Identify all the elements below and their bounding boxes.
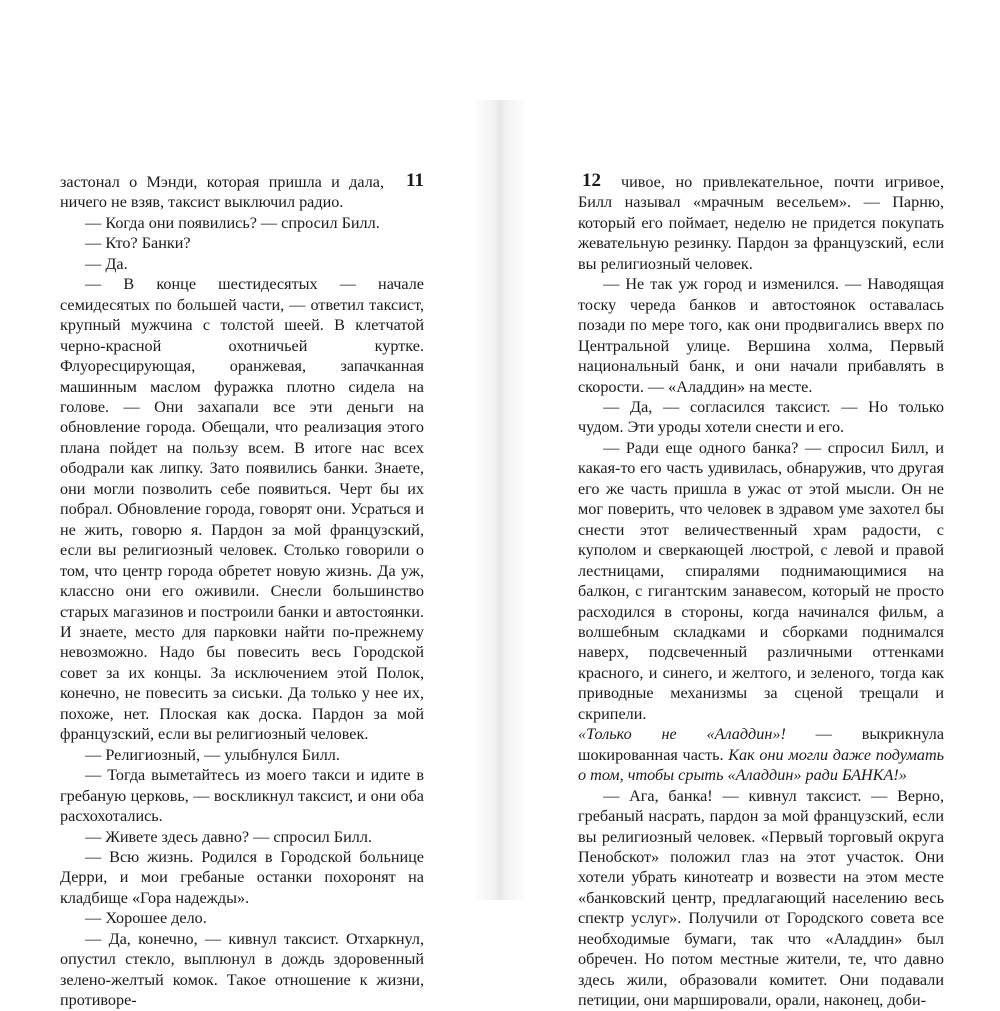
left-paragraph-3: — Кто? Банки? xyxy=(85,234,191,253)
right-paragraph-3: — Да, — согласился таксист. — Но только чудом. Эти уроды хотели снести и его. xyxy=(578,397,944,437)
right-paragraph-4: — Ради еще одного банка? — спросил Билл, и какая-то его часть удивилась, обнаружив, что другая его же часть пришла в ужас от этой мысли. Он не мог поверить, что человек в здравом уме захотел бы снести этот величественный храм радости, с куполом и сверкающей люстрой, с левой и правой лестницами, спиралями поднимающимися на балкон, с гигантским занавесом, который не просто расходился в стороны, когда начинался фильм, а волшебным складками и сборками поднимался наверх, подсвеченный различными оттенками красного, и синего, и желтого, и зеленого, тогда как приводные механизмы за сценой трещали и скрипели. xyxy=(578,438,944,723)
left-page xyxy=(60,172,424,1011)
left-paragraph-4: — Да. xyxy=(85,254,128,273)
left-paragraph-2: — Когда они появились? — спросил Билл. xyxy=(85,213,380,232)
italic-thought: Как они могли даже подумать о том, чтобы срыть «Аладдин» ради БАНКА!» xyxy=(578,745,944,785)
left-paragraph-8: — Живете здесь давно? — спросил Билл. xyxy=(85,827,372,846)
left-paragraph-1: 11 застонал о Мэнди, которая пришла и дала, ничего не взяв, таксист выключил радио. xyxy=(60,170,424,212)
page-number-right: 12 xyxy=(582,170,601,191)
left-paragraph-7: — Тогда выметайтесь из моего такси и идите в гребаную церковь, — воскликнул таксист, и они оба расхохотались. xyxy=(60,766,424,826)
right-paragraph-2: — Не так уж город и изменился. — Наводящая тоску череда банков и автостоянок оставалась позади по мере того, как они продвигались вверх по Центральной улице. Вершина холма, Первый национальный банк, и они начали прибавлять в скорости. — «Аладдин» на месте. xyxy=(578,275,944,396)
right-paragraph-6: — Ага, банка! — кивнул таксист. — Верно, гребаный насрать, пардон за мой французский, если вы религиозный человек. «Первый торговый округа Пенобскот» положил глаз на этот участок. Они хотели убрать кинотеатр и возвести на этом месте «банковский центр, предлагающий населению весь спектр услуг». Получили от Городского совета все необходимые бумаги, так что «Аладдин» был обречен. Но потом местные жители, те, что давно здесь жили, образовали комитет. Они подавали петиции, они маршировали, орали, наконец, доби- xyxy=(578,786,944,1010)
left-paragraph-9: — Всю жизнь. Родился в Городской больнице Дерри, и мои гребаные останки похоронят на кладбище «Гора надежды». xyxy=(60,847,424,907)
book-gutter xyxy=(472,100,528,900)
page-number-left: 11 xyxy=(406,170,424,191)
right-paragraph-italic: «Только не «Аладдин»! — выкрикнула шокированная часть. Как они могли даже подумать о том, чтобы срыть «Аладдин» ради БАНКА!» xyxy=(578,725,944,785)
italic-exclamation: «Только не «Аладдин»! xyxy=(578,725,786,744)
left-paragraph-10: — Хорошее дело. xyxy=(85,909,207,928)
right-page xyxy=(578,172,944,1011)
left-paragraph-11: — Да, конечно, — кивнул таксист. Отхаркнул, опустил стекло, выплюнул в дождь здоровенный зелено-желтый комок. Такое отношение к жизни, противоре- xyxy=(60,929,424,1010)
right-paragraph-1: 12 чивое, но привлекательное, почти игривое, Билл называл «мрачным весельем». — Парню, который его поймает, неделю не придется покупать жевательную резинку. Пардон за французский, если вы религиозный человек. xyxy=(578,170,944,273)
left-paragraph-6: — Религиозный, — улыбнулся Билл. xyxy=(85,745,340,764)
left-paragraph-5: — В конце шестидесятых — начале семидесятых по большей части, — ответил таксист, крупный мужчина с толстой шеей. В клетчатой черно-красной охотничьей куртке. Флуоресцирующая, оранжевая, запачканная машинным маслом фуражка плотно сидела на голове. — Они захапали все эти деньги на обновление города. Обещали, что реализация этого плана пойдет на пользу всем. В итоге нас всех ободрали как липку. Зато появились банки. Знаете, они могли позволить себе появиться. Черт бы их побрал. Обновление города, говорят они. Усраться и не жить, говорю я. Пардон за мой французский, если вы религиозный человек. Столько говорили о том, что центр города обретет новую жизнь. Да уж, классно они его оживили. Снесли большинство старых магазинов и построили банки и автостоянки. И знаете, место для парковки найти по-прежнему невозможно. Надо бы повесить весь Городской совет за их концы. За исключением этой Полок, конечно, не повесить за сиськи. Да только у нее их, похоже, нет. Плоская как доска. Пардон за мой французский, если вы религиозный человек. xyxy=(60,275,424,744)
